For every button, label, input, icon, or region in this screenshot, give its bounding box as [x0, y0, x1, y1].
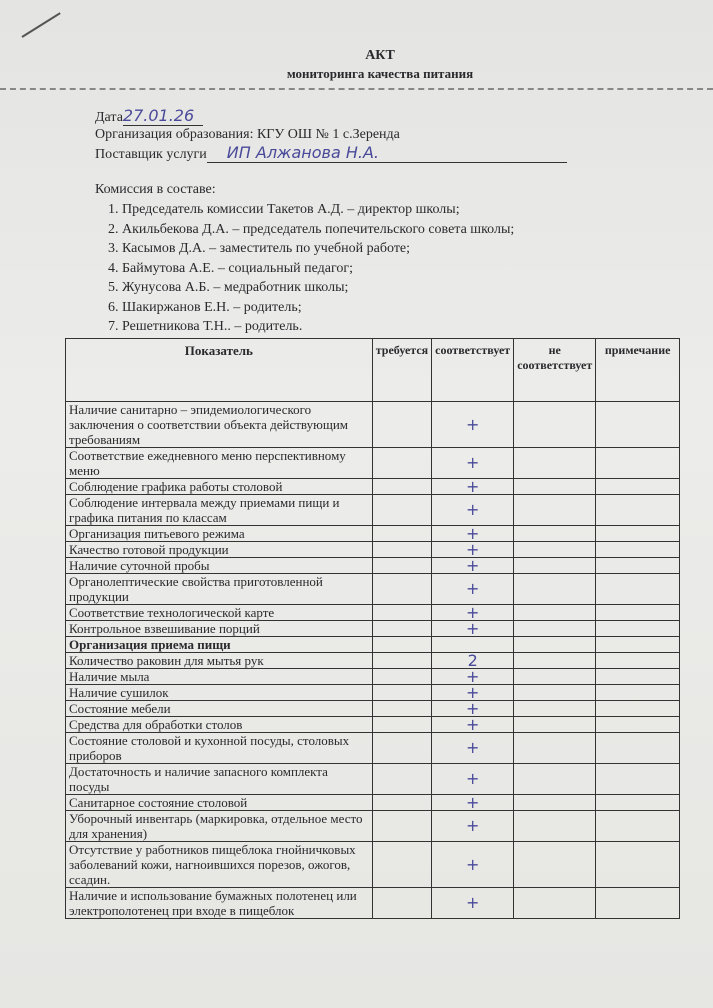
required-cell	[372, 685, 431, 701]
required-cell	[372, 605, 431, 621]
noncompliant-cell	[514, 402, 596, 448]
table-row	[66, 621, 680, 637]
noncompliant-cell	[514, 637, 596, 653]
noncompliant-cell	[514, 605, 596, 621]
noncompliant-cell	[514, 495, 596, 526]
compliant-mark: +	[432, 811, 514, 842]
required-cell	[372, 402, 431, 448]
commission-member: 7. Решетникова Т.Н.. – родитель.	[122, 317, 514, 337]
table-row	[66, 542, 680, 558]
col-indicator: Показатель	[66, 339, 373, 402]
fold-line	[0, 88, 713, 90]
supplier-value: ИП Алжанова Н.А.	[207, 143, 567, 163]
commission-member: 2. Акильбекова Д.А. – председатель попечительского совета школы;	[122, 220, 514, 240]
note-cell	[596, 685, 680, 701]
note-cell	[596, 526, 680, 542]
noncompliant-cell	[514, 653, 596, 669]
table-row	[66, 733, 680, 764]
note-cell	[596, 574, 680, 605]
noncompliant-cell	[514, 764, 596, 795]
indicator-cell: Наличие суточной пробы	[66, 558, 373, 574]
noncompliant-cell	[514, 669, 596, 685]
note-cell	[596, 669, 680, 685]
indicator-cell: Санитарное состояние столовой	[66, 795, 373, 811]
required-cell	[372, 558, 431, 574]
note-cell	[596, 795, 680, 811]
compliant-mark: +	[432, 764, 514, 795]
compliant-mark: +	[432, 448, 514, 479]
indicator-cell: Органолептические свойства приготовленной продукции	[66, 574, 373, 605]
required-cell	[372, 479, 431, 495]
required-cell	[372, 574, 431, 605]
commission-member: 4. Баймутова А.Е. – социальный педагог;	[122, 259, 514, 279]
commission-list	[100, 200, 514, 337]
document-subtitle: мониторинга качества питания	[286, 66, 474, 81]
compliant-mark: +	[432, 621, 514, 637]
date-field	[95, 106, 203, 126]
compliant-mark: +	[432, 795, 514, 811]
required-cell	[372, 669, 431, 685]
table-row	[66, 495, 680, 526]
indicator-cell: Уборочный инвентарь (маркировка, отдельное место для хранения)	[66, 811, 373, 842]
indicator-cell: Организация питьевого режима	[66, 526, 373, 542]
noncompliant-cell	[514, 888, 596, 919]
indicator-cell: Наличие санитарно – эпидемиологического заключения о соответствии объекта действующим требованиям	[66, 402, 373, 448]
compliant-mark: +	[432, 605, 514, 621]
required-cell	[372, 795, 431, 811]
table-row	[66, 842, 680, 888]
compliant-mark: +	[432, 701, 514, 717]
compliant-mark: +	[432, 733, 514, 764]
table-row	[66, 888, 680, 919]
noncompliant-cell	[514, 842, 596, 888]
noncompliant-cell	[514, 542, 596, 558]
compliant-mark: +	[432, 717, 514, 733]
note-cell	[596, 701, 680, 717]
noncompliant-cell	[514, 733, 596, 764]
noncompliant-cell	[514, 685, 596, 701]
commission-member: 3. Касымов Д.А. – заместитель по учебной работе;	[122, 239, 514, 259]
noncompliant-cell	[514, 621, 596, 637]
noncompliant-cell	[514, 448, 596, 479]
compliant-mark: +	[432, 685, 514, 701]
col-note: примечание	[596, 339, 680, 402]
indicator-cell: Соблюдение графика работы столовой	[66, 479, 373, 495]
compliant-mark: +	[432, 479, 514, 495]
noncompliant-cell	[514, 558, 596, 574]
note-cell	[596, 495, 680, 526]
col-noncompliant: не соответствует	[514, 339, 596, 402]
indicator-cell: Средства для обработки столов	[66, 717, 373, 733]
indicator-cell: Достаточность и наличие запасного комплекта посуды	[66, 764, 373, 795]
compliant-mark: 2	[432, 653, 514, 669]
note-cell	[596, 479, 680, 495]
noncompliant-cell	[514, 479, 596, 495]
note-cell	[596, 888, 680, 919]
table-row	[66, 653, 680, 669]
table-header-row	[66, 339, 680, 402]
compliant-mark: +	[432, 495, 514, 526]
required-cell	[372, 542, 431, 558]
required-cell	[372, 526, 431, 542]
note-cell	[596, 542, 680, 558]
indicator-cell: Наличие сушилок	[66, 685, 373, 701]
note-cell	[596, 653, 680, 669]
table-row	[66, 605, 680, 621]
table-section-row	[66, 637, 680, 653]
required-cell	[372, 733, 431, 764]
commission-label: Комиссия в составе:	[95, 182, 216, 197]
required-cell	[372, 448, 431, 479]
required-cell	[372, 811, 431, 842]
note-cell	[596, 764, 680, 795]
indicator-cell: Состояние столовой и кухонной посуды, столовых приборов	[66, 733, 373, 764]
required-cell	[372, 653, 431, 669]
required-cell	[372, 717, 431, 733]
compliant-mark: +	[432, 542, 514, 558]
required-cell	[372, 495, 431, 526]
compliant-mark: +	[432, 402, 514, 448]
date-label: Дата	[95, 110, 123, 125]
note-cell	[596, 605, 680, 621]
compliant-mark: +	[432, 842, 514, 888]
note-cell	[596, 637, 680, 653]
table-row	[66, 402, 680, 448]
required-cell	[372, 701, 431, 717]
col-required: требуется	[372, 339, 431, 402]
noncompliant-cell	[514, 811, 596, 842]
compliant-mark: +	[432, 574, 514, 605]
indicator-cell: Отсутствие у работников пищеблока гнойничковых заболеваний кожи, нагноившихся порезов, ожогов, ссадин.	[66, 842, 373, 888]
table-row	[66, 526, 680, 542]
document-title: АКТ	[365, 48, 395, 63]
note-cell	[596, 811, 680, 842]
noncompliant-cell	[514, 526, 596, 542]
supplier-label: Поставщик услуги	[95, 147, 207, 162]
required-cell	[372, 764, 431, 795]
note-cell	[596, 558, 680, 574]
table-row	[66, 811, 680, 842]
noncompliant-cell	[514, 701, 596, 717]
date-value: 27.01.26	[123, 106, 203, 126]
indicator-cell: Контрольное взвешивание порций	[66, 621, 373, 637]
col-compliant: соответствует	[432, 339, 514, 402]
pen-stroke	[21, 12, 60, 38]
table-row	[66, 795, 680, 811]
table-row	[66, 717, 680, 733]
note-cell	[596, 402, 680, 448]
table-row	[66, 479, 680, 495]
compliant-mark: +	[432, 526, 514, 542]
commission-member: 1. Председатель комиссии Такетов А.Д. – директор школы;	[122, 200, 514, 220]
indicator-cell: Наличие и использование бумажных полотенец или электрополотенец при входе в пищеблок	[66, 888, 373, 919]
table-row	[66, 764, 680, 795]
table-row	[66, 685, 680, 701]
required-cell	[372, 621, 431, 637]
note-cell	[596, 448, 680, 479]
indicator-cell: Наличие мыла	[66, 669, 373, 685]
table-row	[66, 558, 680, 574]
required-cell	[372, 637, 431, 653]
note-cell	[596, 733, 680, 764]
indicator-cell: Соблюдение интервала между приемами пищи и графика питания по классам	[66, 495, 373, 526]
indicator-cell: Организация приема пищи	[66, 637, 373, 653]
note-cell	[596, 717, 680, 733]
table-row	[66, 701, 680, 717]
indicator-cell: Соответствие технологической карте	[66, 605, 373, 621]
supplier-field	[95, 143, 567, 163]
indicator-cell: Соответствие ежедневного меню перспективному меню	[66, 448, 373, 479]
required-cell	[372, 842, 431, 888]
noncompliant-cell	[514, 795, 596, 811]
indicator-cell: Качество готовой продукции	[66, 542, 373, 558]
noncompliant-cell	[514, 574, 596, 605]
note-cell	[596, 842, 680, 888]
commission-member: 6. Шакиржанов Е.Н. – родитель;	[122, 298, 514, 318]
compliant-mark: +	[432, 558, 514, 574]
commission-member: 5. Жунусова А.Б. – медработник школы;	[122, 278, 514, 298]
org-field: Организация образования: КГУ ОШ № 1 с.Зеренда	[95, 127, 400, 142]
noncompliant-cell	[514, 717, 596, 733]
table-row	[66, 574, 680, 605]
indicator-cell: Количество раковин для мытья рук	[66, 653, 373, 669]
table-row	[66, 448, 680, 479]
note-cell	[596, 621, 680, 637]
compliant-mark: +	[432, 669, 514, 685]
indicator-cell: Состояние мебели	[66, 701, 373, 717]
compliant-mark: +	[432, 888, 514, 919]
monitoring-table	[65, 338, 680, 919]
table-row	[66, 669, 680, 685]
required-cell	[372, 888, 431, 919]
